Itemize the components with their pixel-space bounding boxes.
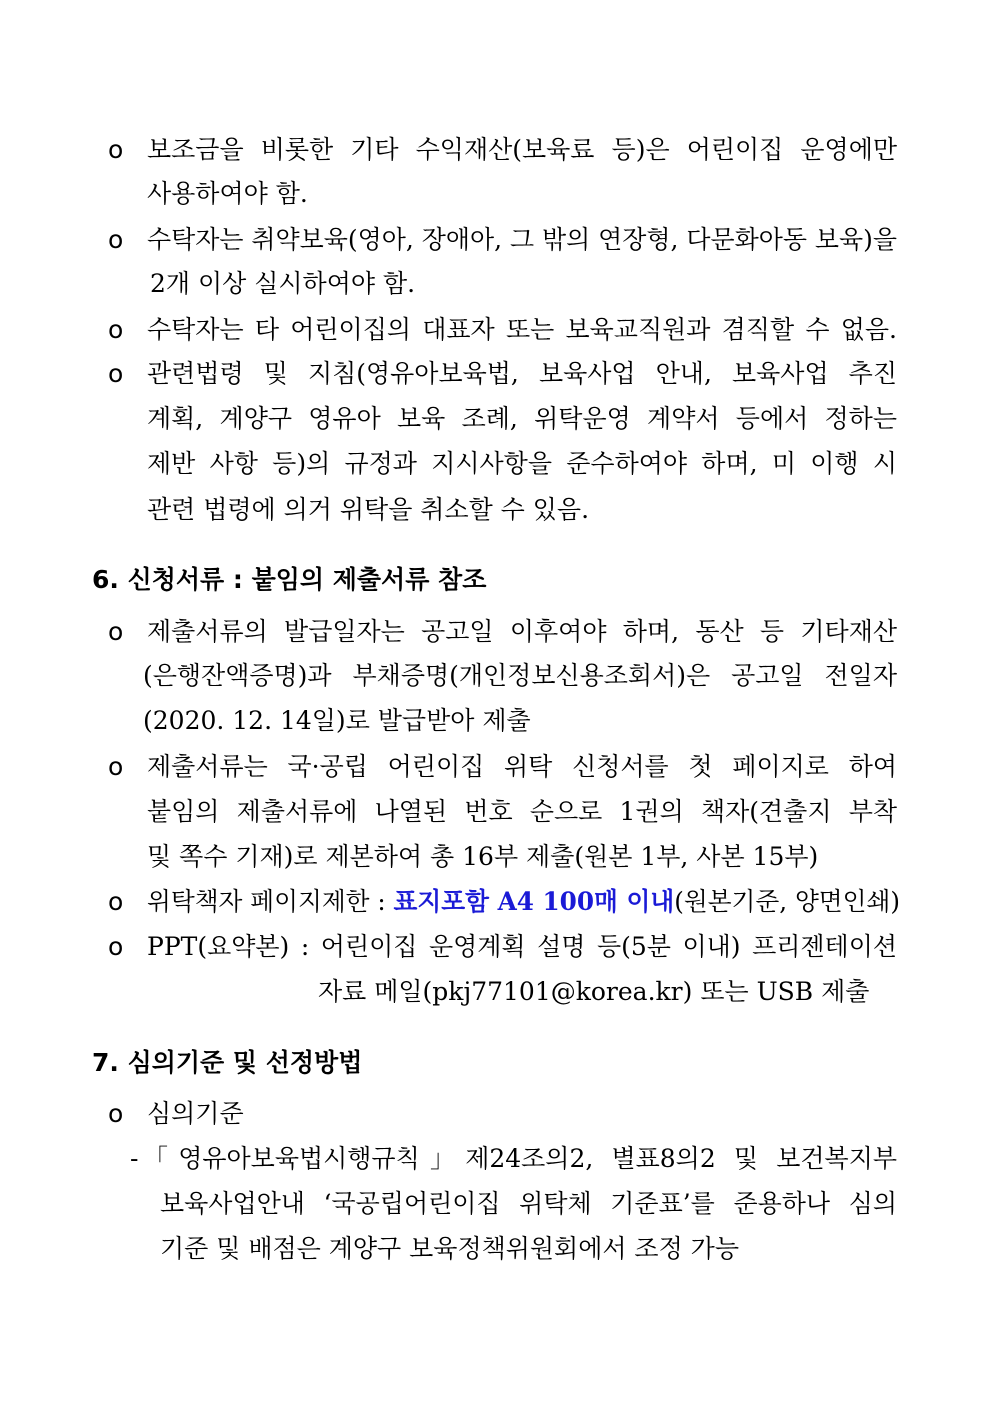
section-heading: 6. 신청서류 : 붙임의 제출서류 참조: [92, 565, 487, 594]
paragraph-line: 계획, 계양구 영유아 보육 조례, 위탁운영 계약서 등에서 정하는: [147, 404, 897, 433]
paragraph-line: 붙임의 제출서류에 나열된 번호 순으로 1권의 책자(견출지 부착: [147, 797, 897, 826]
paragraph-line: 제반 사항 등)의 규정과 지시사항을 준수하여야 하며, 미 이행 시: [147, 449, 897, 478]
bullet-icon: o: [108, 752, 124, 781]
paragraph-line: (은행잔액증명)과 부채증명(개인정보신용조회서)은 공고일 전일자: [143, 661, 897, 690]
bullet-icon: o: [108, 225, 124, 254]
bullet-icon: o: [108, 1099, 124, 1128]
bullet-icon: o: [108, 887, 124, 916]
paragraph-line: 관련법령 및 지침(영유아보육법, 보육사업 안내, 보육사업 추진: [147, 359, 897, 388]
paragraph-line: 관련 법령에 의거 위탁을 취소할 수 있음.: [147, 495, 590, 524]
section-heading: 7. 심의기준 및 선정방법: [92, 1048, 363, 1077]
page-limit-highlight: 표지포함 A4 100매 이내: [393, 887, 675, 916]
paragraph-line: PPT(요약본) : 어린이집 운영계획 설명 등(5분 이내) 프리젠테이션: [147, 932, 897, 961]
paragraph-line: 및 쪽수 기재)로 제본하여 총 16부 제출(원본 1부, 사본 15부): [147, 842, 819, 871]
paragraph-line: 수탁자는 취약보육(영아, 장애아, 그 밖의 연장형, 다문화아동 보육)을: [147, 225, 898, 254]
paragraph-line: 심의기준: [147, 1099, 244, 1128]
paragraph-line: 사용하여야 함.: [147, 179, 308, 208]
page-limit-suffix: (원본기준, 양면인쇄): [674, 887, 900, 916]
bullet-icon: o: [108, 932, 124, 961]
paragraph-line: 수탁자는 타 어린이집의 대표자 또는 보육교직원과 겸직할 수 없음.: [147, 315, 897, 344]
bullet-icon: o: [108, 359, 124, 388]
bullet-icon: o: [108, 135, 124, 164]
bullet-icon: o: [108, 315, 124, 344]
paragraph-line: 기준 및 배점은 계양구 보육정책위원회에서 조정 가능: [160, 1234, 739, 1263]
dash-marker: -: [130, 1144, 139, 1173]
paragraph-line: [147, 885, 900, 919]
paragraph-line: 보육사업안내 ‘국공립어린이집 위탁체 기준표’를 준용하나 심의: [160, 1189, 897, 1218]
paragraph-line: 보조금을 비롯한 기타 수익재산(보육료 등)은 어린이집 운영에만: [147, 135, 897, 164]
paragraph-line: 제출서류는 국·공립 어린이집 위탁 신청서를 첫 페이지로 하여: [147, 752, 897, 781]
paragraph-line: (2020. 12. 14일)로 발급받아 제출: [143, 706, 531, 735]
paragraph-line: 자료 메일(pkj77101@korea.kr) 또는 USB 제출: [318, 977, 870, 1006]
paragraph-line: 제출서류의 발급일자는 공고일 이후여야 하며, 동산 등 기타재산: [147, 617, 897, 646]
paragraph-line: 「영유아보육법시행규칙」제24조의2, 별표8의2 및 보건복지부: [143, 1144, 897, 1173]
paragraph-line: 2개 이상 실시하여야 함.: [150, 269, 416, 298]
page-limit-prefix: 위탁책자 페이지제한 :: [147, 887, 394, 916]
bullet-icon: o: [108, 617, 124, 646]
